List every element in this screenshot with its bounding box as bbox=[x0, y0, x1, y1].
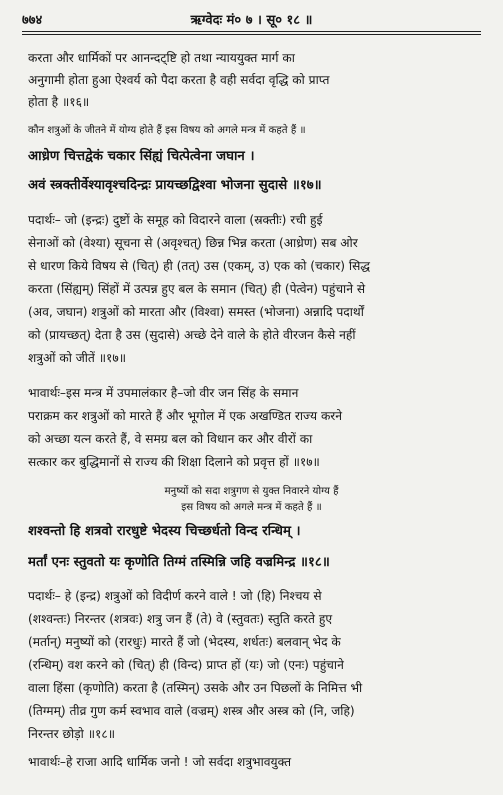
mantra-line: आध्रेण चित्तद्वेकं चकार सिंह्यं चित्पेत्वेना जघान । bbox=[28, 149, 255, 164]
text-line: को (प्रायच्छत्) देता है उस (सुदासे) अच्छे देने वाले के होते वीरजन कैसे नहीं bbox=[28, 328, 356, 342]
text-line: से धारण किये विषय से (चित्) ही (तत्) उस (एकम्, उ) एक को (चकार) सिद्ध bbox=[28, 259, 371, 273]
bhavartha-line: भावार्थः–इस मन्त्र में उपमालंकार है–जो वीर जन सिंह के समान bbox=[28, 386, 299, 400]
running-head: ऋग्वेदः मं० ७ । सू० १८ ॥ bbox=[190, 13, 313, 28]
header-rule-secondary bbox=[22, 34, 481, 35]
text-line: करता (सिंह्यम्) सिंहों में उत्पन्न हुए बल के समान (चित्) ही (पेत्वेन) पहुंचाने से bbox=[28, 282, 366, 296]
padartha-line: पदार्थः– हे (इन्द्र) शत्रुओं को विदीर्ण करने वाले ! जो (हि) निश्चय से bbox=[28, 589, 322, 603]
text-line: शत्रुओं को जीतें ॥१७॥ bbox=[28, 351, 127, 365]
text-line: (तिग्मम्) तीव्र गुण कर्म स्वभाव वाले (वज्रम्) शस्त्र और अस्त्र को (नि, जहि) bbox=[28, 704, 355, 718]
mantra-line: मर्तां एनः स्तुवतो यः कृणोति तिग्मं तस्मिन्नि जहि वज्रमिन्द्र ॥१८॥ bbox=[28, 555, 330, 570]
intro-line: कौन शत्रुओं के जीतने में योग्य होते हैं इस विषय को अगले मन्त्र में कहते हैं ॥ bbox=[28, 125, 306, 136]
padartha-line: पदार्थः– जो (इन्द्रः) दुष्टों के समूह को विदारने वाला (स्रक्तीः) रची हुई bbox=[28, 213, 323, 227]
mantra-line: शश्वन्तो हि शत्रवो रारधुष्टे भेदस्य चिच्छर्धतो विन्द रन्धिम् । bbox=[28, 524, 301, 539]
text-line: (शश्वन्तः) निरन्तर (शत्रवः) शत्रु जन हैं (ते) वे (स्तुवतः) स्तुति करते हुए bbox=[28, 612, 333, 626]
text-line: (मर्तान्) मनुष्यों को (रारधुः) मारते हैं जो (भेदस्य, शर्धतः) बलवान् भेद के bbox=[28, 635, 341, 649]
page-header bbox=[22, 8, 481, 30]
text-line: (अव, जघान) शत्रुओं को मारता और (विश्वा) समस्त (भोजना) अन्नादि पदार्थों bbox=[28, 305, 364, 319]
text-line: होता है ॥१६॥ bbox=[28, 95, 90, 109]
text-line: पराक्रम कर शत्रुओं को मारते हैं और भूगोल में एक अखण्डित राज्य करने bbox=[28, 409, 343, 423]
text-line: करता और धार्मिकों पर आनन्दट्ष्टि हो तथा न्याययुक्त मार्ग का bbox=[28, 51, 295, 65]
text-line: निरन्तर छोड़ो ॥१८॥ bbox=[28, 727, 115, 741]
header-rule bbox=[22, 31, 481, 32]
mantra-line: अवं स्त्रक्तीर्वेश्यावृश्चदिन्द्रः प्रायच्छद्विश्वा भोजना सुदासे ॥१७॥ bbox=[28, 178, 322, 193]
intro-line: मनुष्यों को सदा शत्रुगण से युक्त निवारने योग्य हैं bbox=[164, 486, 339, 497]
text-line: (रन्धिम्) वश करने को (चित्) ही (विन्द) प्राप्त हों (यः) जो (एनः) पहुंचाने bbox=[28, 658, 344, 672]
page-number: ७७४ bbox=[22, 13, 43, 28]
bhavartha-line: भावार्थः–हे राजा आदि धार्मिक जनो ! जो सर्वदा शत्रुभावयुक्त bbox=[28, 755, 292, 769]
intro-line: इस विषय को अगले मन्त्र में कहते हैं ॥ bbox=[181, 502, 322, 513]
text-line: सेनाओं को (वेश्या) सूचना से (अवृश्चत्) छिन्न भिन्न करता (आध्रेण) सब ओर bbox=[28, 236, 358, 250]
text-line: अनुगामी होता हुआ ऐश्वर्य को पैदा करता है वही सर्वदा वृद्धि को प्राप्त bbox=[28, 73, 330, 87]
text-line: को अच्छा यत्न करते हैं, वे समग्र बल को विधान कर और वीरों का bbox=[28, 432, 313, 446]
text-line: सत्कार कर बुद्धिमानों से राज्य की शिक्षा दिलाने को प्रवृत्त हों ॥१७॥ bbox=[28, 455, 320, 469]
text-line: वाला हिंसा (कृणोति) करता है (तस्मिन्) उसके और उन पिछलों के निमित्त भी bbox=[28, 681, 363, 695]
